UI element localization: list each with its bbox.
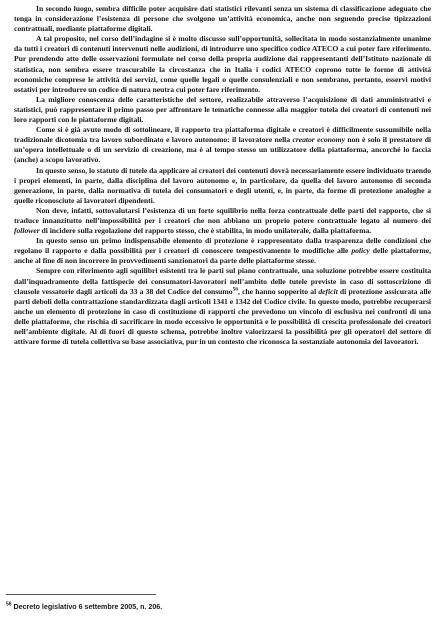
text-run: di incidere sulla regolazione del rapporto stesso, che è stabilita, in modo unilaterale, dalla piattaforma.	[39, 226, 372, 236]
text-run: di protezione assicurata alle parti deboli della contrattazione standardizzata dagli articoli 1341 e 1342 del Codice civile. In questo modo, potrebbe recuperarsi anche un elemento di protezione in caso di costituzione di rapporti che prevedono un vincolo di esclusiva nei confronti di una delle piattaforme, che rischia di sacrificare in modo eccessivo le opportunità e le possibilità di crescita professionale dei creatori nell’ambiente digitale. Al di fuori di questo schema, potrebbe inoltre valorizzarsi la possibilità per gli operatori del settore di attivare forme di tutela collettiva su base associativa, pur in un contesto che riconosca la sostanziale autonomia dei lavoratori.	[14, 286, 431, 347]
footnote-separator	[6, 594, 156, 595]
text-run: A tal proposito, nel corso dell’indagine si è molto discusso sull’opportunità, sollecitata in modo sostanzialmente unanime da tutti i creatori di contenuti intervenuti nelle audizioni, di introdurre uno specifico codice ATECO a cui poter fare riferimento. Pur prendendo atto delle osservazioni formulate nel corso della propria audizione dai rappresentanti dell’Istituto nazionale di statistica, non sembra essere trascurabile la circostanza che in Italia i codici ATECO coprono tutte le forme di attività economiche comprese le attività dei servizi, come quelle legali o quelle consulenziali e non sembrano, pertanto, esservi motivi ostativi per introdurre un codice di natura neutra cui poter fare riferimento.	[14, 34, 431, 94]
text-run: La migliore conoscenza delle caratteristiche del settore, realizzabile attraverso l’acquisizione di dati amministrativi e statistici, può rappresentare il primo passo per affrontare le tematiche connesse alla maggior tutela dei creatori di contenuti nei loro rapporti con le piattaforme digitali.	[14, 94, 431, 125]
italic-term: policy	[351, 246, 370, 256]
footnote-ref: 56	[232, 286, 238, 293]
text-run: , che hanno sopperito al	[237, 286, 319, 296]
text-run: In secondo luogo, sembra difficile poter acquisire dati statistici rilevanti senza un sistema di classificazione adeguato che tenga in considerazione l’esistenza di persone che svolgono un’attività economica, anche non seguendo precise tipizzazioni contrattuali, mediante piattaforme digitali.	[14, 4, 431, 34]
text-run: Come si è già avuto modo di sottolineare, il rapporto tra piattaforma digitale e creatori è difficilmente sussumibile nella tradizionale dicotomia tra lavoro subordinato e lavoro autonomo: il lavoratore nella	[14, 125, 431, 145]
text-run: non è solo il prestatore di un’opera intellettuale o di un servizio di creazione, ma è al tempo stesso un utilizzatore della piattaforma, ancorché lo faccia (anche) a scopo lavorativo.	[14, 135, 432, 165]
footnote-text: Decreto legislativo 6 settembre 2005, n. 206.	[11, 603, 163, 611]
paragraph	[14, 266, 431, 347]
body-text	[14, 4, 431, 347]
paragraph	[14, 236, 431, 266]
paragraph	[14, 125, 431, 165]
footnote	[6, 603, 162, 611]
italic-term: deficit	[318, 286, 338, 296]
paragraph	[14, 166, 431, 206]
paragraph	[14, 4, 431, 34]
text-run: delle piattaforme, anche al fine di non incorrere in provvedimenti sanzionatori da parte delle piattaforme stesse.	[14, 246, 431, 266]
paragraph	[14, 34, 431, 95]
footnote-number: 56	[6, 601, 12, 608]
text-run: Sempre con riferimento agli squilibri esistenti tra le parti sul piano contrattuale, una soluzione potrebbe essere costituita dall’inquadramento della fattispecie dei consumatori-lavoratori nell’ambito delle tutele previste in caso di sottoscrizione di clausole vessatorie dagli articoli da 33 a 38 del Codice del consumo	[14, 266, 431, 296]
text-run: In questo senso un primo indispensabile elemento di protezione è rappresentato dalla trasparenza delle condizioni che regolano il rapporto e dalla possibilità per i creatori di conoscere tempestivamente le modifiche alle	[14, 236, 431, 256]
text-run: Non deve, infatti, sottovalutarsi l’esistenza di un forte squilibrio nella forza contrattuale delle parti del rapporto, che si traduce innanzitutto nell’impossibilità per i creatori che non abbiano un proprio potere contrattuale legato al numero dei	[14, 205, 431, 225]
paragraph	[14, 206, 431, 236]
paragraph	[14, 95, 431, 125]
italic-term: creator economy	[292, 135, 345, 145]
italic-term: follower	[14, 226, 40, 236]
text-run: In questo senso, lo statuto di tutele da applicare ai creatori dei contenuti dovrà necessariamente essere individuato traendo i propri elementi, in parte, dalla disciplina del lavoro autonomo e, in particolare, da quella del lavoro autonomo di seconda generazione, in parte, dalla normativa di tutela dei consumatori e degli utenti, e, in parte, da forme di protezione analoghe a quelle riconosciute ai lavoratori dipendenti.	[14, 165, 431, 205]
